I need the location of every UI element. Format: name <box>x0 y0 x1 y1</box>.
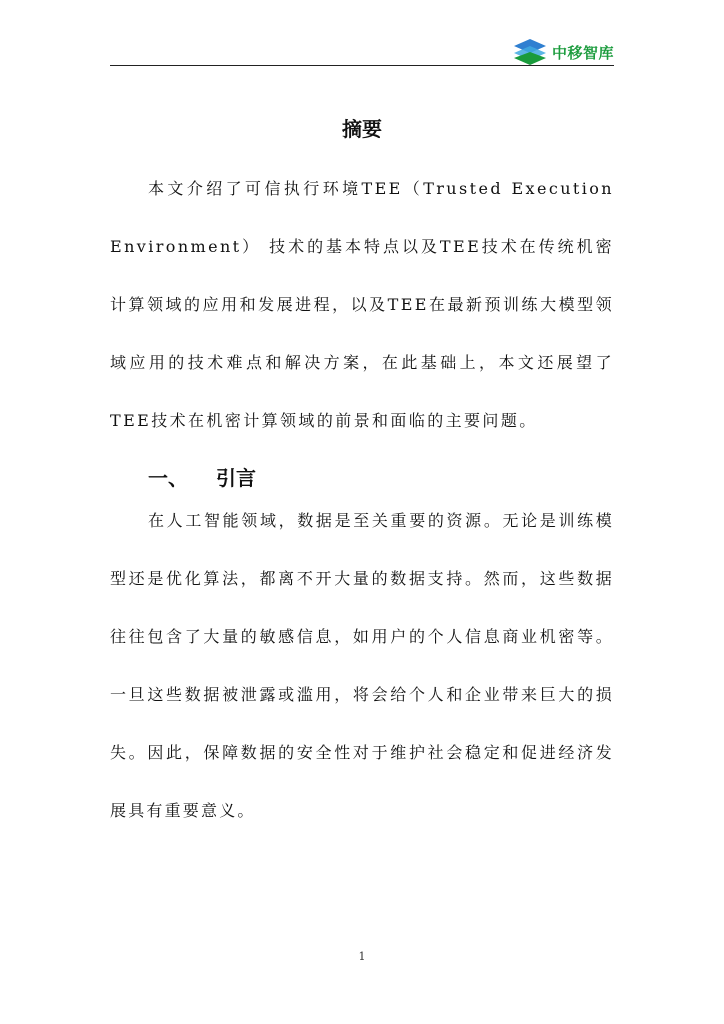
logo-text: 中移智库 <box>551 43 614 62</box>
intro-paragraph: 在人工智能领域，数据是至关重要的资源。无论是训练模型还是优化算法，都离不开大量的数据支持。然而，这些数据往往包含了大量的敏感信息，如用户的个人信息商业机密等。一旦这些数据被泄露或滥用，将会给个人和企业带来巨大的损失。因此，保障数据的安全性对于维护社会稳定和促进经济发展具有重要意义。 <box>110 511 614 820</box>
section-number: 一、 <box>148 466 188 490</box>
abstract-title: 摘要 <box>342 117 382 141</box>
page-number: 1 <box>358 950 366 963</box>
page-header <box>110 36 614 66</box>
abstract-paragraph: 本文介绍了可信执行环境TEE（Trusted Execution Environment） 技术的基本特点以及TEE技术在传统机密计算领域的应用和发展进程，以及TEE在最新预训练大模型领域应用的技术难点和解决方案，在此基础上，本文还展望了TEE技术在机密计算领域的前景和面临的主要问题。 <box>110 179 614 430</box>
section-heading <box>148 464 256 492</box>
brand-logo <box>513 38 614 66</box>
section-title: 引言 <box>216 466 256 490</box>
header-divider <box>110 65 614 66</box>
layered-diamond-logo-icon <box>513 38 547 66</box>
